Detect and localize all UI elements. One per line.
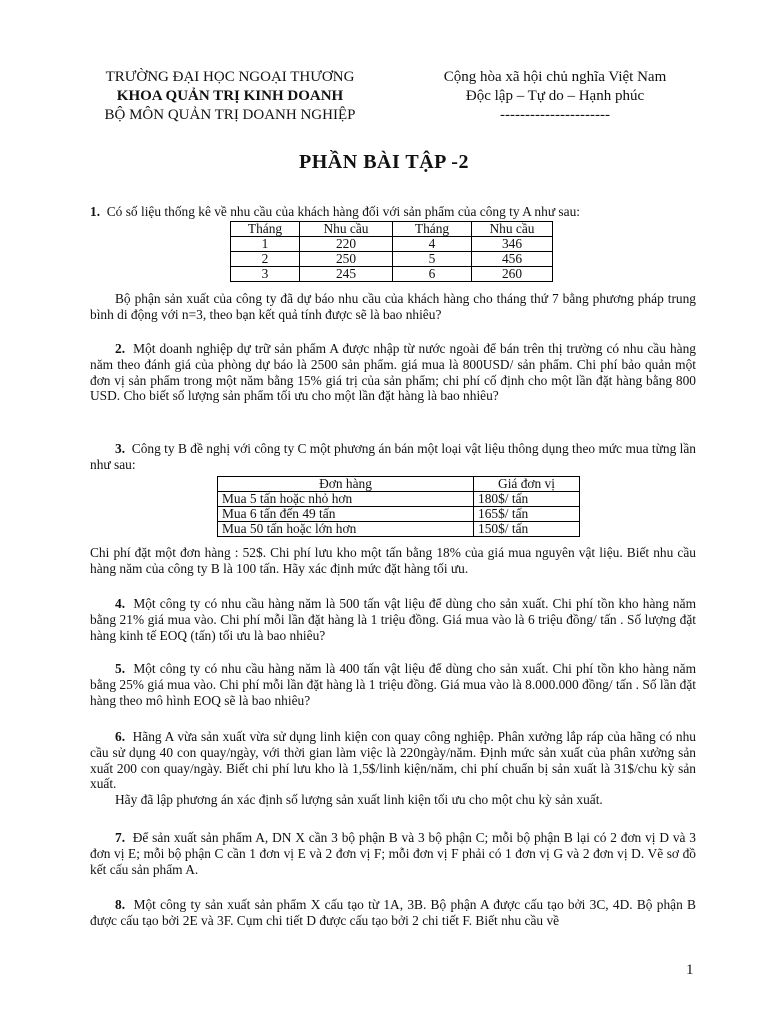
- question-3-intro-text: Công ty B đề nghị với công ty C một phương án bán một loại vật liệu thông dụng theo mức mua từng lần như sau:: [90, 441, 696, 472]
- question-8: [90, 897, 696, 929]
- question-2-text: Một doanh nghiệp dự trữ sản phẩm A được nhập từ nước ngoài để bán trên thị trường có nhu cầu hàng năm theo đánh giá của phòng dự báo là 2500 sản phẩm. giá mua là 800USD/ sản phẩm. Chi phí bảo quản một đơn vị sản phẩm trong một năm bằng 15% giá trị của sản phẩm; chi phí cố định cho một lần đặt hàng bằng 800 USD. Cho biết số lượng sản phẩm tối ưu cho một lần đặt hàng là bao nhiêu?: [90, 341, 696, 404]
- table-cell: Mua 6 tấn đến 49 tấn: [218, 507, 474, 522]
- question-4-number: 4.: [115, 596, 126, 611]
- question-1-text: Bộ phận sản xuất của công ty đã dự báo nhu cầu của khách hàng cho tháng thứ 7 bằng phương pháp trung bình di động với n=3, theo bạn kết quả tính được sẽ là bao nhiêu?: [90, 291, 696, 322]
- table-header-cell: Nhu cầu: [472, 222, 553, 237]
- question-3-text: Chi phí đặt một đơn hàng : 52$. Chi phí lưu kho một tấn bằng 18% của giá mua nguyên vật liệu. Biết nhu cầu hàng năm của công ty B là 100 tấn. Hãy xác định mức đặt hàng tối ưu.: [90, 545, 696, 576]
- department-name: BỘ MÔN QUẢN TRỊ DOANH NGHIỆP: [104, 107, 356, 123]
- table-header-row: [218, 477, 580, 492]
- table-cell: 3: [231, 267, 300, 282]
- university-name: TRƯỜNG ĐẠI HỌC NGOẠI THƯƠNG: [105, 69, 355, 85]
- table-cell: 165$/ tấn: [474, 507, 580, 522]
- table-header-cell: Đơn hàng: [218, 477, 474, 492]
- table-header-cell: Tháng: [393, 222, 472, 237]
- table-cell: 346: [472, 237, 553, 252]
- question-3-intro: [90, 441, 696, 473]
- question-3-body: [90, 545, 696, 577]
- national-motto: Cộng hòa xã hội chủ nghĩa Việt Nam: [443, 69, 667, 85]
- question-7-text: Để sản xuất sản phẩm A, DN X cần 3 bộ phận B và 3 bộ phận C; mỗi bộ phận B lại có 2 đơn vị D và 3 đơn vị E; mỗi bộ phận C cần 1 đơn vị E và 2 đơn vị F; mỗi đơn vị F phải có 1 đơn vị G và 2 đơn vị D. Vẽ sơ đồ kết cấu sản phẩm A.: [90, 830, 696, 877]
- national-slogan: Độc lập – Tự do – Hạnh phúc: [465, 88, 645, 104]
- question-1-body: [90, 291, 696, 323]
- table-cell: 150$/ tấn: [474, 522, 580, 537]
- table-cell: 245: [300, 267, 393, 282]
- table-cell: 5: [393, 252, 472, 267]
- question-1-number: 1.: [90, 204, 101, 219]
- question-5: [90, 661, 696, 708]
- question-8-text: Một công ty sản xuất sản phẩm X cấu tạo từ 1A, 3B. Bộ phận A được cấu tạo bởi 3C, 4D. Bộ phận B được cấu tạo bởi 2E và 3F. Cụm chi tiết D được cấu tạo bởi 2 chi tiết F. Biết nhu cầu về: [90, 897, 696, 928]
- table-cell: 2: [231, 252, 300, 267]
- table-row: [231, 267, 553, 282]
- table-cell: 6: [393, 267, 472, 282]
- table-cell: 1: [231, 237, 300, 252]
- faculty-name: KHOA QUẢN TRỊ KINH DOANH: [116, 88, 344, 104]
- table-cell: 220: [300, 237, 393, 252]
- question-2: [90, 341, 696, 404]
- national-header: [405, 68, 705, 125]
- question-7-number: 7.: [115, 830, 126, 845]
- question-6-text-2: Hãy đã lập phương án xác định số lượng sản xuất linh kiện tối ưu cho một chu kỳ sản xuất.: [115, 792, 603, 808]
- table-header-row: [231, 222, 553, 237]
- table-row: [231, 252, 553, 267]
- table-header-cell: Tháng: [231, 222, 300, 237]
- question-4-text: Một công ty có nhu cầu hàng năm là 500 tấn vật liệu để dùng cho sản xuất. Chi phí tồn kho hàng năm bằng 21% giá mua vào. Chi phí mỗi lần đặt hàng là 1 triệu đồng. Giá mua vào là 6 triệu đồng/ tấn . Số lượng đặt hàng kinh tế EOQ (tấn) tối ưu là bao nhiêu?: [90, 596, 696, 643]
- table-row: [231, 237, 553, 252]
- question-3-number: 3.: [115, 441, 126, 456]
- table-header-cell: Nhu cầu: [300, 222, 393, 237]
- table-cell: 4: [393, 237, 472, 252]
- question-1-intro: [90, 204, 696, 220]
- question-4: [90, 596, 696, 643]
- table-row: [218, 492, 580, 507]
- question-7: [90, 830, 696, 877]
- question-2-number: 2.: [115, 341, 126, 356]
- page-number: 1: [686, 962, 694, 978]
- question-1-intro-text: Có số liệu thống kê về nhu cầu của khách hàng đối với sản phẩm của công ty A như sau:: [106, 204, 580, 219]
- table-row: [218, 507, 580, 522]
- table-cell: 260: [472, 267, 553, 282]
- question-6-text: Hãng A vừa sản xuất vừa sử dụng linh kiện con quay công nghiệp. Phân xưởng lắp ráp của hãng có nhu cầu sử dụng 40 con quay/ngày, với thời gian làm việc là 220ngày/năm. Định mức sản xuất của phân xưởng sản xuất 200 con quay/ngày. Biết chi phí lưu kho là 1,5$/linh kiện/năm, chi phí chuẩn bị sản xuất là 31$/chu kỳ sản xuất.: [90, 729, 696, 792]
- question-8-number: 8.: [115, 897, 126, 912]
- header-divider: ----------------------: [500, 107, 610, 123]
- question-5-text: Một công ty có nhu cầu hàng năm là 400 tấn vật liệu để dùng cho sản xuất. Chi phí tồn kho hàng năm bằng 25% giá mua vào. Chi phí mỗi lần đặt hàng là 1 triệu đồng. Giá mua vào là 8.000.000 đồng/ tấn . Số lần đặt hàng theo mô hình EOQ sẽ là bao nhiêu?: [90, 661, 696, 708]
- question-6: [90, 729, 696, 808]
- table-cell: Mua 50 tấn hoặc lớn hơn: [218, 522, 474, 537]
- table-header-cell: Giá đơn vị: [474, 477, 580, 492]
- question-5-number: 5.: [115, 661, 126, 676]
- question-6-number: 6.: [115, 729, 126, 744]
- page-title: PHẦN BÀI TẬP -2: [299, 151, 469, 173]
- table-row: [218, 522, 580, 537]
- table-cell: Mua 5 tấn hoặc nhỏ hơn: [218, 492, 474, 507]
- school-header: [62, 68, 398, 125]
- table-cell: 456: [472, 252, 553, 267]
- price-table: [217, 476, 580, 537]
- demand-table: [230, 221, 553, 282]
- table-cell: 250: [300, 252, 393, 267]
- table-cell: 180$/ tấn: [474, 492, 580, 507]
